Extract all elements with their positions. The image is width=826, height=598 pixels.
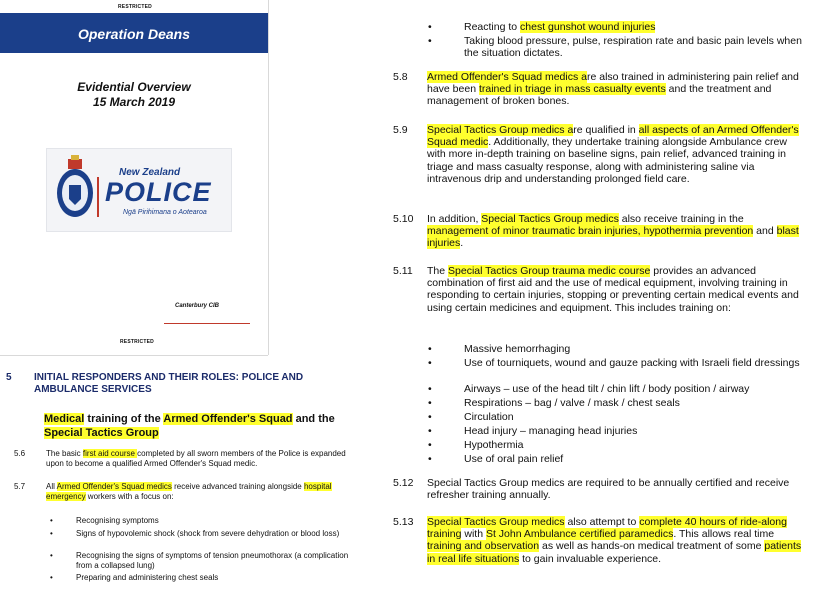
bullet-icon: • — [428, 411, 432, 423]
para-number: 5.8 — [393, 71, 408, 83]
page-edge — [268, 0, 269, 355]
highlight: complete 40 hours of ride-along training — [427, 516, 787, 541]
text: training of the — [84, 413, 164, 425]
text: re qualified in — [573, 124, 639, 136]
para-number: 5.6 — [14, 449, 26, 458]
paragraph-5-9 — [427, 124, 805, 185]
bullet-icon: • — [428, 21, 432, 33]
bullet-icon: • — [50, 516, 53, 525]
list-item: Hypothermia — [464, 439, 524, 451]
para-number: 5.11 — [393, 265, 413, 277]
list-item: Recognising the signs of symptoms of tension pneumothorax (a complication from a collapsed lung) — [76, 551, 349, 570]
list-item: Preparing and administering chest seals — [76, 573, 219, 582]
paragraph-5-6 — [46, 449, 364, 469]
text: and — [753, 225, 777, 238]
paragraph-5-7 — [46, 482, 364, 502]
list-item: Taking blood pressure, pulse, respiration rate and basic pain levels when the situation dictates. — [464, 35, 802, 60]
paragraph-5-8 — [427, 71, 805, 108]
restricted-label-top: RESTRICTED — [118, 4, 152, 10]
highlight: Medical — [44, 413, 85, 425]
text: with — [461, 528, 486, 541]
text: also receive training in the — [618, 213, 744, 225]
highlight: hospital emergency — [46, 482, 332, 501]
text: receive advanced training alongside — [171, 482, 304, 491]
overview-date: 15 March 2019 — [92, 95, 176, 109]
text: as well as hands-on medical treatment of some — [539, 540, 765, 553]
bullet-icon: • — [428, 343, 432, 355]
para-number: 5.10 — [393, 213, 414, 225]
text: Reacting to — [464, 21, 521, 33]
unit-label: Canterbury CIB — [175, 303, 220, 309]
highlight: patients in real life situations — [427, 540, 802, 565]
highlight: management of minor traumatic brain injuries, hypothermia prevention — [427, 225, 754, 238]
text: . This allows real time — [673, 528, 775, 541]
text: The basic — [46, 449, 83, 458]
text: and the treatment and management of broken bones. — [427, 83, 772, 108]
list-item: Use of oral pain relief — [464, 453, 564, 465]
list-item: Airways – use of the head tilt / chin lift / body position / airway — [464, 383, 750, 395]
subheading — [44, 412, 364, 440]
document-title: Operation Deans — [77, 26, 191, 42]
text: completed by all sworn members of the Police is expanded upon to become a qualified Armed Offender's Squad medic. — [46, 449, 346, 468]
text: . Additionally, they undertake training alongside Ambulance crew with more in-depth training on baseline signs, pain relief, advanced training in triage and mass casualty response, along with administering saline via intravenous drip and understanding prolonged field care. — [427, 136, 787, 185]
paragraph-5-13 — [427, 516, 805, 565]
para-number: 5.9 — [393, 124, 408, 136]
text: In addition, — [427, 213, 482, 225]
para-number: 5.13 — [393, 516, 414, 528]
title-banner — [0, 13, 268, 53]
highlight: training and observation — [427, 540, 540, 553]
text: and the — [292, 413, 335, 425]
text: workers with a focus on: — [85, 492, 174, 501]
page-edge — [0, 355, 268, 356]
bullet-icon: • — [428, 439, 432, 451]
restricted-label-bottom: RESTRICTED — [120, 339, 154, 345]
list-item — [464, 21, 814, 33]
paragraph-5-12: Special Tactics Group medics are required to be annually certified and receive refresher training annually. — [427, 477, 790, 502]
bullet-icon: • — [428, 453, 432, 465]
highlight: blast injuries — [427, 225, 799, 250]
highlight: trained in triage in mass casualty events — [478, 83, 666, 96]
highlight: St John Ambulance certified paramedics — [485, 528, 674, 541]
text: to gain invaluable experience. — [519, 552, 662, 565]
highlight: Special Tactics Group medics a — [427, 124, 574, 136]
logo-line3: Ngā Pirihimana o Aotearoa — [123, 209, 207, 216]
list-item: Recognising symptoms — [76, 516, 159, 525]
logo-line1: New Zealand — [119, 167, 181, 178]
bullet-icon: • — [428, 357, 432, 369]
highlight: Special Tactics Group trauma medic course — [448, 265, 651, 277]
paragraph-5-11 — [427, 265, 805, 314]
highlight: chest gunshot wound injuries — [520, 21, 656, 33]
highlight: all aspects of an Armed Offender's Squad medic — [427, 124, 799, 149]
text: The — [427, 265, 449, 277]
text: . — [460, 237, 464, 250]
police-logo — [46, 148, 232, 232]
overview-heading: Evidential Overview — [77, 80, 191, 94]
bullet-icon: • — [50, 573, 53, 582]
highlight: Special Tactics Group medics — [427, 516, 565, 528]
section-title: INITIAL RESPONDERS AND THEIR ROLES: POLICE AND AMBULANCE SERVICES — [34, 372, 304, 395]
highlight: first aid course — [82, 449, 138, 458]
list-item: Respirations – bag / valve / mask / chest seals — [464, 397, 680, 409]
highlight: Armed Offender's Squad medics — [56, 482, 172, 491]
highlight: Armed Offender's Squad medics a — [427, 71, 587, 83]
paragraph-5-10 — [427, 213, 805, 250]
list-item: Massive hemorrhaging — [464, 343, 571, 355]
list-item: Signs of hypovolemic shock (shock from severe dehydration or blood loss) — [76, 529, 340, 538]
bullet-icon: • — [428, 383, 432, 395]
para-number: 5.7 — [14, 482, 26, 491]
bullet-icon: • — [50, 551, 53, 560]
highlight: Special Tactics Group — [44, 427, 159, 439]
text: All — [46, 482, 57, 491]
list-item: Use of tourniquets, wound and gauze packing with Israeli field dressings — [464, 357, 800, 369]
text: re also trained in administering pain relief and have been — [427, 71, 799, 96]
highlight: Armed Offender's Squad — [163, 413, 293, 425]
bullet-icon: • — [50, 529, 53, 538]
bullet-icon: • — [428, 425, 432, 437]
text: also attempt to — [564, 516, 640, 528]
text: provides an advanced combination of first aid and the use of medical equipment, involving training in responding to certain injuries, stopping or preventing certain medical events and using certain medicines and equipment. This includes training on: — [427, 265, 799, 314]
list-item: Head injury – managing head injuries — [464, 425, 638, 437]
bullet-icon: • — [428, 35, 432, 47]
list-item: Circulation — [464, 411, 514, 423]
red-rule — [164, 323, 250, 324]
section-number: 5 — [6, 372, 12, 383]
bullet-icon: • — [428, 397, 432, 409]
para-number: 5.12 — [393, 477, 414, 489]
highlight: Special Tactics Group medics — [481, 213, 619, 225]
logo-police-wordmark: POLICE — [105, 177, 212, 207]
